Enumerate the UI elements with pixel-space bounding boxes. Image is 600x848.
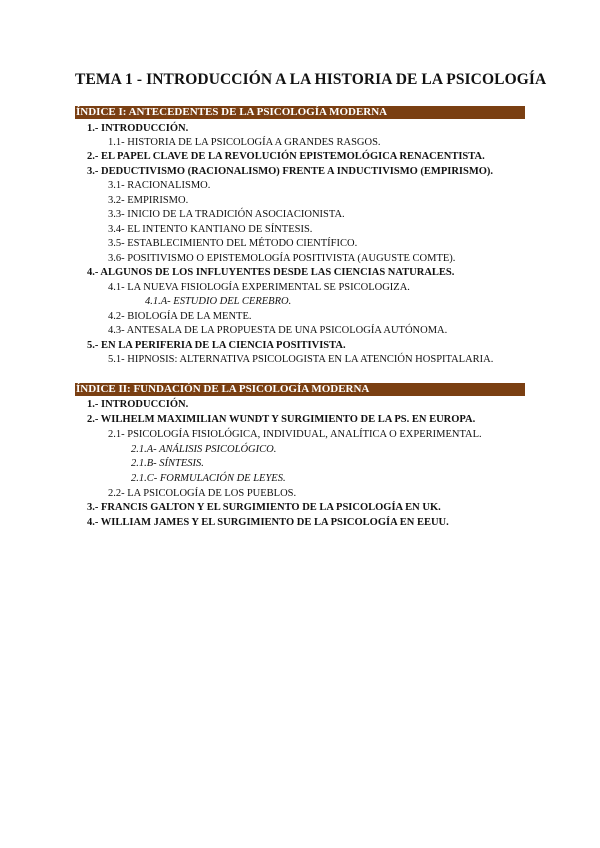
index1-item: 4.- ALGUNOS DE LOS INFLUYENTES DESDE LAS CIENCIAS NATURALES. xyxy=(87,267,455,278)
document-title: TEMA 1 - INTRODUCCIÓN A LA HISTORIA DE LA PSICOLOGÍA xyxy=(75,71,547,88)
index1-item: 2.- EL PAPEL CLAVE DE LA REVOLUCIÓN EPISTEMOLÓGICA RENACENTISTA. xyxy=(87,151,485,162)
index2-heading: ÍNDICE II: FUNDACIÓN DE LA PSICOLOGÍA MODERNA xyxy=(75,383,525,396)
index1-subitem: 1.1- HISTORIA DE LA PSICOLOGÍA A GRANDES RASGOS. xyxy=(108,137,381,148)
index1-subitem: 3.2- EMPIRISMO. xyxy=(108,195,189,206)
index2-subsubitem: 2.1.C- FORMULACIÓN DE LEYES. xyxy=(131,473,286,484)
index2-item: 4.- WILLIAM JAMES Y EL SURGIMIENTO DE LA PSICOLOGÍA EN EEUU. xyxy=(87,517,449,528)
index2-subsubitem: 2.1.B- SÍNTESIS. xyxy=(131,458,204,469)
index1-item: 1.- INTRODUCCIÓN. xyxy=(87,123,189,134)
index1-subitem: 3.1- RACIONALISMO. xyxy=(108,180,211,191)
index1-item: 5.- EN LA PERIFERIA DE LA CIENCIA POSITIVISTA. xyxy=(87,340,346,351)
index1-subitem: 5.1- HIPNOSIS: ALTERNATIVA PSICOLOGISTA EN LA ATENCIÓN HOSPITALARIA. xyxy=(108,354,494,365)
index1-heading: ÍNDICE I: ANTECEDENTES DE LA PSICOLOGÍA MODERNA xyxy=(75,106,525,119)
index1-subitem: 4.2- BIOLOGÍA DE LA MENTE. xyxy=(108,311,252,322)
index2-subitem: 2.2- LA PSICOLOGÍA DE LOS PUEBLOS. xyxy=(108,488,297,499)
index2-item: 2.- WILHELM MAXIMILIAN WUNDT Y SURGIMIENTO DE LA PS. EN EUROPA. xyxy=(87,414,476,425)
index1-subsubitem: 4.1.A- ESTUDIO DEL CEREBRO. xyxy=(145,296,292,307)
index2-subitem: 2.1- PSICOLOGÍA FISIOLÓGICA, INDIVIDUAL, ANALÍTICA O EXPERIMENTAL. xyxy=(108,429,482,440)
index2-item: 1.- INTRODUCCIÓN. xyxy=(87,399,189,410)
index1-subitem: 4.3- ANTESALA DE LA PROPUESTA DE UNA PSICOLOGÍA AUTÓNOMA. xyxy=(108,325,448,336)
index2-subsubitem: 2.1.A- ANÁLISIS PSICOLÓGICO. xyxy=(131,444,277,455)
index1-item: 3.- DEDUCTIVISMO (RACIONALISMO) FRENTE A INDUCTIVISMO (EMPIRISMO). xyxy=(87,166,494,177)
index1-subitem: 3.5- ESTABLECIMIENTO DEL MÉTODO CIENTÍFICO. xyxy=(108,238,358,249)
index1-subitem: 4.1- LA NUEVA FISIOLOGÍA EXPERIMENTAL SE PSICOLOGIZA. xyxy=(108,282,410,293)
index1-subitem: 3.6- POSITIVISMO O EPISTEMOLOGÍA POSITIVISTA (AUGUSTE COMTE). xyxy=(108,253,456,264)
index2-item: 3.- FRANCIS GALTON Y EL SURGIMIENTO DE LA PSICOLOGÍA EN UK. xyxy=(87,502,441,513)
index1-subitem: 3.4- EL INTENTO KANTIANO DE SÍNTESIS. xyxy=(108,224,313,235)
index1-subitem: 3.3- INICIO DE LA TRADICIÓN ASOCIACIONISTA. xyxy=(108,209,345,220)
